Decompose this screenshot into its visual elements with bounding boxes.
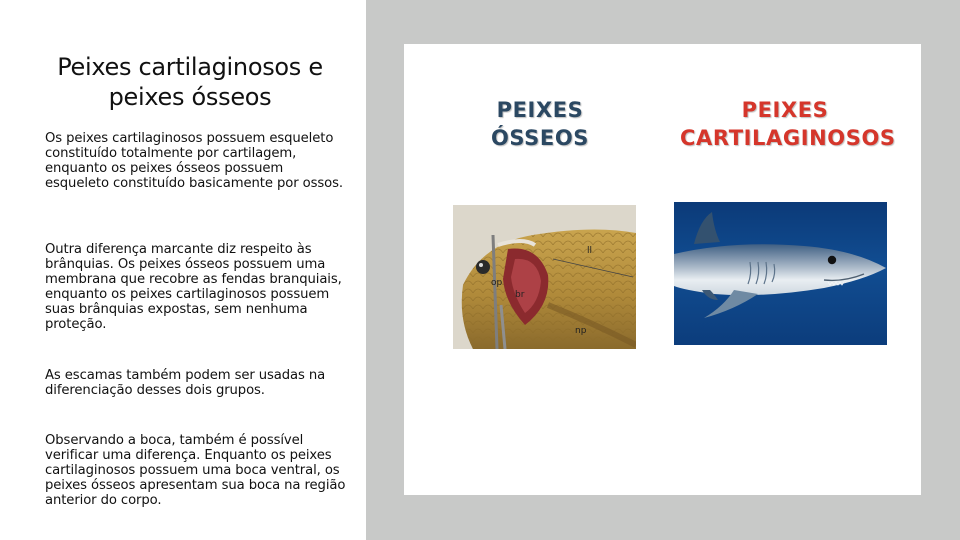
bony-fish-illustration <box>453 205 636 349</box>
heading-cartilaginous-fish: PEIXES CARTILAGINOSOS <box>680 98 896 150</box>
paragraph-skeleton: Os peixes cartilaginosos possuem esqueleto constituído totalmente por cartilagem, enquanto os peixes ósseos possuem esqueleto constituído basicamente por ossos. <box>45 131 343 191</box>
label-br: br <box>515 290 525 300</box>
label-np: np <box>575 326 587 336</box>
shark-illustration <box>674 202 887 345</box>
paragraph-scales: As escamas também podem ser usadas na diferenciação desses dois grupos. <box>45 368 326 398</box>
paragraph-gills: Outra diferença marcante diz respeito às brânquias. Os peixes ósseos possuem uma membrana que recobre as fendas branquiais, enquanto os peixes cartilaginosos possuem suas brânquias expostas, sem nenhuma proteção. <box>45 242 342 332</box>
text-panel <box>0 0 366 540</box>
bony-fish-photo <box>453 205 636 349</box>
slide-title: Peixes cartilaginosos e peixes ósseos <box>57 53 323 111</box>
label-ll: ll <box>587 246 593 256</box>
shark-photo <box>674 202 887 345</box>
label-op: op <box>491 278 503 288</box>
paragraph-mouth: Observando a boca, também é possível verificar uma diferença. Enquanto os peixes cartilaginosos possuem uma boca ventral, os peixes ósseos apresentam sua boca na região anterior do corpo. <box>45 433 346 508</box>
heading-bony-fish: PEIXES ÓSSEOS <box>490 98 590 150</box>
